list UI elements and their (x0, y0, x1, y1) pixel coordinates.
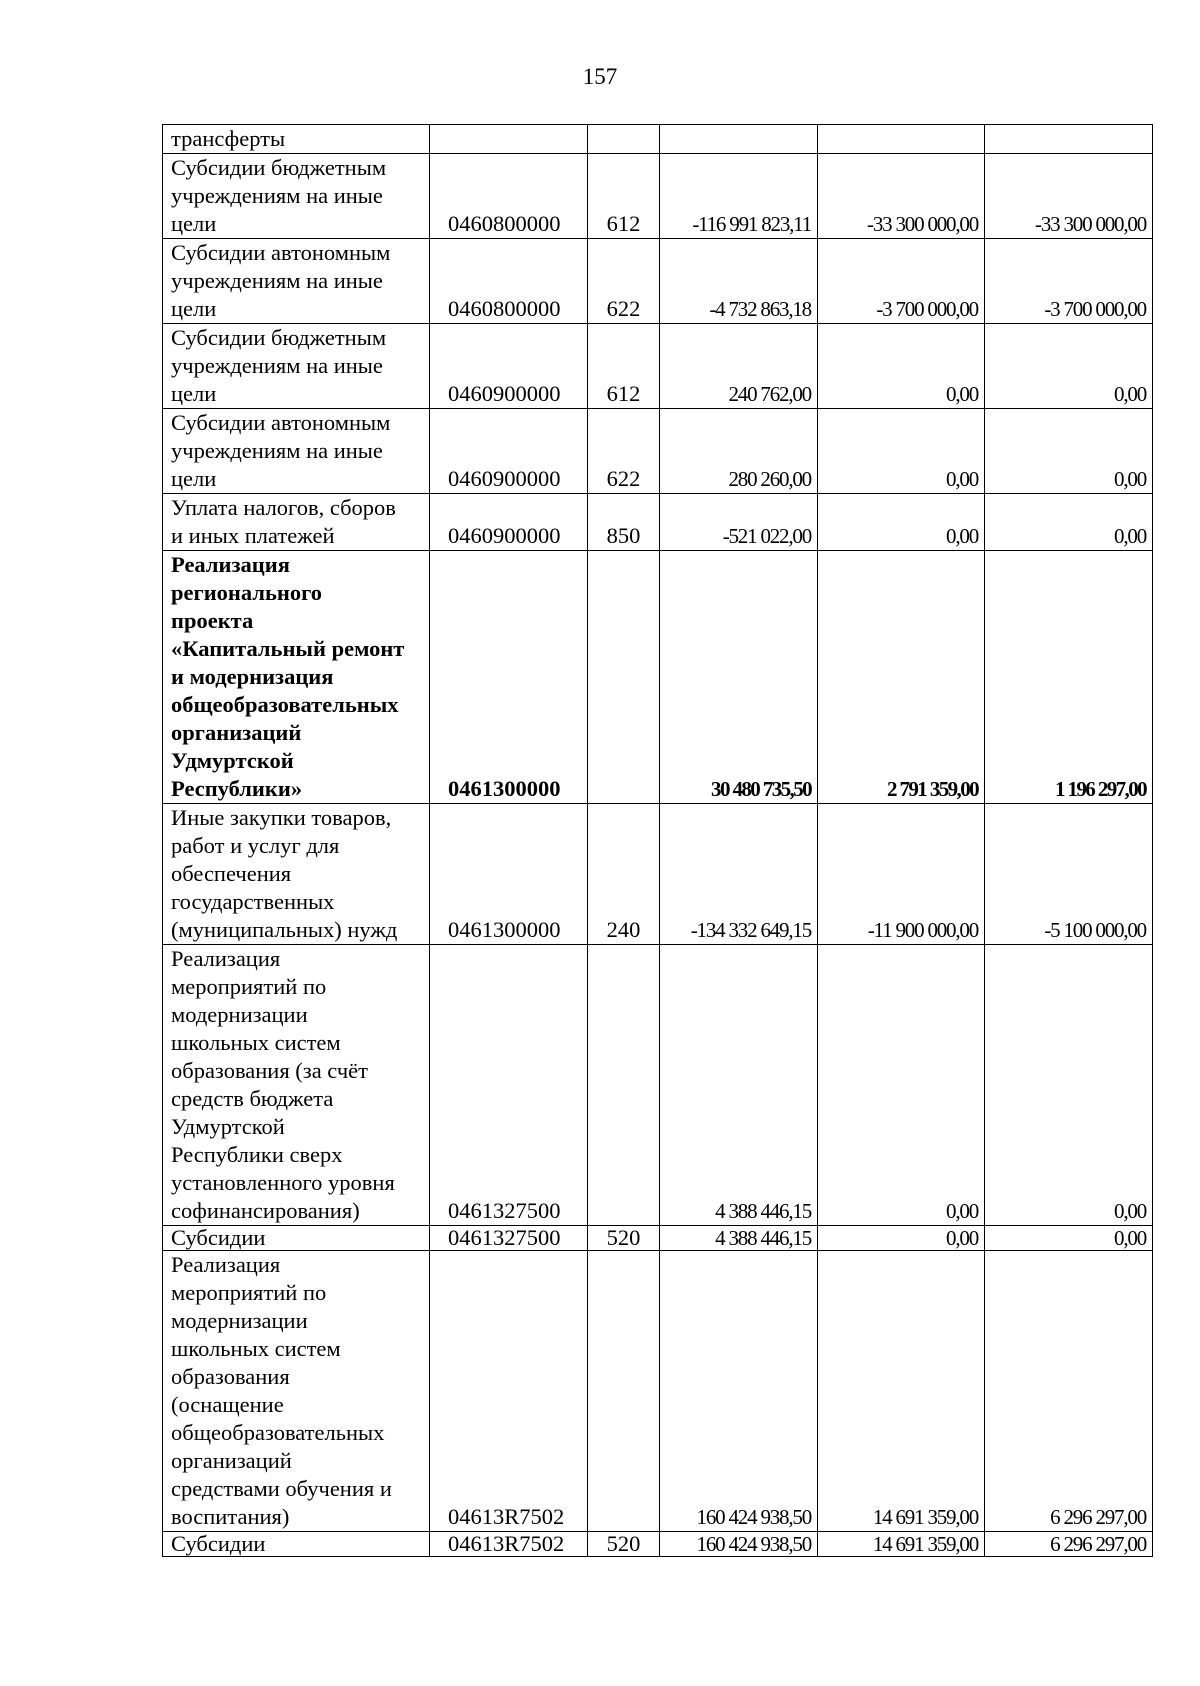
amount-1-cell: -134 332 649,15 (660, 804, 818, 945)
amount-1-cell: -521 022,00 (660, 494, 818, 551)
amount-3-cell: -5 100 000,00 (985, 804, 1153, 945)
amount-1-cell: 30 480 735,50 (660, 551, 818, 804)
table-row (163, 409, 1153, 494)
table-row (163, 324, 1153, 409)
row-name-cell: Иные закупки товаров, работ и услуг для обеспечения государственных (муниципальных) нужд (163, 804, 430, 945)
amount-1-cell: 160 424 938,50 (660, 1251, 818, 1532)
table-row (163, 1226, 1153, 1251)
amount-2-cell: -33 300 000,00 (818, 154, 985, 239)
amount-3-cell: 0,00 (985, 409, 1153, 494)
amount-2-cell: -11 900 000,00 (818, 804, 985, 945)
target-code-cell: 0461300000 (430, 551, 588, 804)
amount-2-cell: 14 691 359,00 (818, 1251, 985, 1532)
amount-2-cell: 0,00 (818, 945, 985, 1226)
expense-type-cell (588, 945, 660, 1226)
row-name-cell: Субсидии бюджетным учреждениям на иные цели (163, 154, 430, 239)
budget-table (162, 124, 1153, 1557)
amount-3-cell: 1 196 297,00 (985, 551, 1153, 804)
expense-type-cell (588, 1251, 660, 1532)
table-row (163, 154, 1153, 239)
amount-3-cell: -33 300 000,00 (985, 154, 1153, 239)
expense-type-cell: 520 (588, 1532, 660, 1557)
table-row (163, 945, 1153, 1226)
target-code-cell: 0460900000 (430, 324, 588, 409)
table-row (163, 239, 1153, 324)
page-number: 157 (582, 64, 618, 89)
target-code-cell: 0460900000 (430, 494, 588, 551)
amount-3-cell: 0,00 (985, 324, 1153, 409)
amount-2-cell: 0,00 (818, 409, 985, 494)
amount-3-cell: 0,00 (985, 945, 1153, 1226)
expense-type-cell: 612 (588, 324, 660, 409)
amount-2-cell: -3 700 000,00 (818, 239, 985, 324)
table-row (163, 1532, 1153, 1557)
expense-type-cell: 622 (588, 409, 660, 494)
row-name-cell: Субсидии (163, 1226, 430, 1251)
amount-2-cell: 0,00 (818, 324, 985, 409)
target-code-cell: 0460800000 (430, 154, 588, 239)
target-code-cell: 0461300000 (430, 804, 588, 945)
target-code-cell: 0460900000 (430, 409, 588, 494)
amount-2-cell: 2 791 359,00 (818, 551, 985, 804)
expense-type-cell: 612 (588, 154, 660, 239)
amount-1-cell: 160 424 938,50 (660, 1532, 818, 1557)
amount-1-cell: -4 732 863,18 (660, 239, 818, 324)
amount-2-cell: 0,00 (818, 1226, 985, 1251)
table-row (163, 1251, 1153, 1532)
target-code-cell (430, 125, 588, 154)
amount-1-cell: 4 388 446,15 (660, 1226, 818, 1251)
row-name-cell: Субсидии автономным учреждениям на иные цели (163, 239, 430, 324)
amount-1-cell (660, 125, 818, 154)
table-row (163, 125, 1153, 154)
amount-3-cell: -3 700 000,00 (985, 239, 1153, 324)
row-name-cell: Реализация мероприятий по модернизации школьных систем образования (оснащение общеобразовательных организаций средствами обучения и воспитания) (163, 1251, 430, 1532)
amount-1-cell: 240 762,00 (660, 324, 818, 409)
amount-2-cell (818, 125, 985, 154)
table-body (163, 125, 1153, 1557)
expense-type-cell: 622 (588, 239, 660, 324)
row-name-cell: Уплата налогов, сборов и иных платежей (163, 494, 430, 551)
target-code-cell: 04613R7502 (430, 1251, 588, 1532)
amount-2-cell: 0,00 (818, 494, 985, 551)
expense-type-cell (588, 551, 660, 804)
table-row (163, 494, 1153, 551)
expense-type-cell: 240 (588, 804, 660, 945)
amount-2-cell: 14 691 359,00 (818, 1532, 985, 1557)
target-code-cell: 0461327500 (430, 1226, 588, 1251)
amount-3-cell: 6 296 297,00 (985, 1532, 1153, 1557)
row-name-cell: Субсидии автономным учреждениям на иные цели (163, 409, 430, 494)
row-name-cell: Реализация регионального проекта «Капитальный ремонт и модернизация общеобразовательных организаций Удмуртской Республики» (163, 551, 430, 804)
table-row (163, 804, 1153, 945)
row-name-cell: Субсидии бюджетным учреждениям на иные цели (163, 324, 430, 409)
expense-type-cell: 520 (588, 1226, 660, 1251)
amount-1-cell: 4 388 446,15 (660, 945, 818, 1226)
row-name-cell: Субсидии (163, 1532, 430, 1557)
amount-3-cell: 0,00 (985, 494, 1153, 551)
amount-1-cell: -116 991 823,11 (660, 154, 818, 239)
amount-3-cell: 6 296 297,00 (985, 1251, 1153, 1532)
target-code-cell: 0460800000 (430, 239, 588, 324)
amount-1-cell: 280 260,00 (660, 409, 818, 494)
expense-type-cell (588, 125, 660, 154)
expense-type-cell: 850 (588, 494, 660, 551)
amount-3-cell: 0,00 (985, 1226, 1153, 1251)
amount-3-cell (985, 125, 1153, 154)
target-code-cell: 0461327500 (430, 945, 588, 1226)
target-code-cell: 04613R7502 (430, 1532, 588, 1557)
row-name-cell: трансферты (163, 125, 430, 154)
table-row (163, 551, 1153, 804)
row-name-cell: Реализация мероприятий по модернизации школьных систем образования (за счёт средств бюджета Удмуртской Республики сверх установленного уровня софинансирования) (163, 945, 430, 1226)
